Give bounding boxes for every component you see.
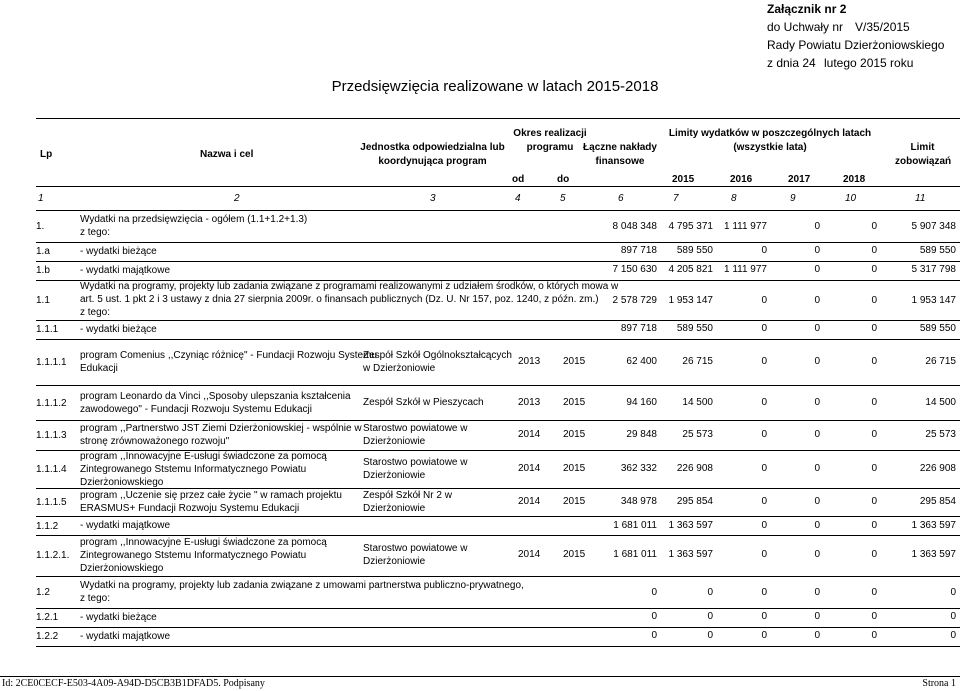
table-row [0, 422, 960, 450]
table-row [0, 340, 960, 385]
row-lp: 1.2.2 [36, 631, 59, 642]
row-y2015: 14 500 [682, 396, 713, 408]
header-period-1: Okres realizacji [513, 128, 587, 139]
row-unit-line: Zespół Szkół Nr 2 w [363, 489, 452, 501]
header-period-2: programu [526, 142, 574, 153]
row-name-line: program ,,Innowacyjne E-usługi świadczone za pomocą [80, 450, 327, 462]
row-y2015: 1 953 147 [668, 294, 713, 306]
header-limit-obl-1: Limit [910, 142, 935, 153]
row-lp: 1.a [36, 246, 50, 257]
header-total-2: finansowe [595, 156, 645, 167]
row-to: 2015 [563, 549, 586, 560]
row-y2018: 0 [871, 549, 877, 560]
row-name-line: stronę zrównoważonego rozwoju" [80, 436, 230, 447]
row-divider [36, 339, 960, 340]
row-y2015: 26 715 [682, 355, 713, 367]
row-y2015: 25 573 [682, 429, 713, 440]
row-lp: 1.1.1 [36, 324, 59, 335]
row-limit: 295 854 [919, 495, 956, 507]
row-y2017: 0 [814, 355, 820, 367]
row-lp: 1.1.1.3 [36, 430, 67, 441]
row-total: 62 400 [626, 355, 657, 367]
row-y2018: 0 [871, 495, 877, 507]
row-divider [36, 210, 960, 211]
row-total: 2 578 729 [612, 294, 657, 306]
row-from: 2013 [518, 396, 541, 408]
row-y2016: 0 [761, 549, 767, 560]
row-name-line: - wydatki bieżące [80, 611, 157, 623]
row-name-line: art. 5 ust. 1 pkt 2 i 3 ustawy z dnia 27 sierpnia 2009r. o finansach publicznych (Dz. U. Nr 157, poz. 1240, z późn. zm.) [80, 294, 599, 305]
row-from: 2014 [518, 495, 541, 507]
row-name-line: - wydatki bieżące [80, 245, 157, 257]
annex-title: Załącznik nr 2 [767, 2, 847, 16]
header-unit-2: koordynująca program [378, 156, 487, 167]
row-divider [36, 385, 960, 386]
row-y2017: 0 [814, 396, 820, 408]
row-y2015: 589 550 [676, 323, 713, 334]
row-y2017: 0 [814, 294, 820, 306]
row-y2018: 0 [871, 611, 877, 622]
table-row [0, 628, 960, 646]
row-unit-line: Dzierżoniowie [363, 556, 426, 567]
row-name-line: z tego: [80, 226, 111, 238]
table-row [0, 518, 960, 535]
row-total: 29 848 [626, 429, 657, 440]
row-divider [36, 420, 960, 421]
row-y2016: 1 111 977 [723, 264, 767, 275]
row-divider [36, 280, 960, 281]
row-y2018: 0 [871, 264, 877, 275]
row-total: 7 150 630 [612, 264, 657, 275]
row-unit-line: Dzierżoniowie [363, 436, 426, 447]
row-y2015: 295 854 [676, 495, 713, 507]
table-row [0, 387, 960, 420]
header-limits-1: Limity wydatków w poszczególnych latach [668, 128, 872, 139]
column-number-4: 4 [515, 193, 521, 204]
row-limit: 0 [950, 586, 956, 598]
row-limit: 226 908 [919, 463, 956, 474]
row-from: 2014 [518, 429, 541, 440]
row-y2015: 589 550 [676, 245, 713, 256]
row-divider [36, 118, 960, 119]
row-y2017: 0 [814, 245, 820, 256]
row-lp: 1.1.1.5 [36, 496, 67, 508]
annex-date-day: z dnia 24 [767, 56, 816, 70]
row-name-line: program Leonardo da Vinci ,,Sposoby ulepszania kształcenia [80, 390, 351, 402]
row-total: 0 [651, 586, 657, 598]
row-y2017: 0 [814, 429, 820, 440]
row-lp: 1.1.1.1 [36, 356, 67, 368]
row-y2016: 0 [761, 611, 767, 622]
row-lp: 1.2.1 [36, 612, 59, 623]
row-y2016: 0 [761, 429, 767, 440]
row-divider [36, 186, 960, 187]
row-y2015: 0 [707, 630, 713, 641]
table-row [0, 536, 960, 576]
row-y2016: 0 [761, 495, 767, 507]
table-row [0, 321, 960, 339]
row-total: 1 681 011 [613, 549, 657, 560]
row-unit-line: Starostwo powiatowe w [363, 457, 468, 468]
row-y2018: 0 [871, 220, 877, 232]
row-from: 2014 [518, 463, 541, 474]
row-lp: 1.1.2.1. [36, 550, 70, 561]
row-from: 2014 [518, 549, 541, 560]
row-total: 94 160 [626, 396, 657, 408]
row-divider [36, 608, 960, 609]
row-divider [36, 488, 960, 489]
row-y2016: 0 [761, 294, 767, 306]
row-name-line: z tego: [80, 307, 111, 318]
row-to: 2015 [563, 355, 586, 367]
row-name-line: z tego: [80, 592, 111, 604]
row-y2016: 0 [761, 355, 767, 367]
row-total: 348 978 [620, 495, 657, 507]
row-y2018: 0 [871, 586, 877, 598]
row-total: 897 718 [620, 323, 657, 334]
row-limit: 1 363 597 [911, 519, 956, 531]
row-name-line: zawodowego" - Fundacji Rozwoju Systemu Edukacji [80, 403, 312, 415]
row-name-line: Zintegrowanego Ststemu Informatycznego Powiatu [80, 549, 307, 561]
row-y2015: 1 363 597 [668, 549, 713, 560]
row-lp: 1. [36, 220, 45, 232]
header-lp: Lp [40, 149, 53, 160]
row-limit: 5 907 348 [911, 220, 956, 232]
row-name-line: Dzierżoniowskiego [80, 476, 164, 488]
footer-page-number: Strona 1 [922, 678, 956, 689]
row-y2015: 4 205 821 [668, 264, 713, 275]
footer-signature-id: Id: 2CE0CECF-E503-4A09-A94D-D5CB3B1DFAD5. Podpisany [2, 678, 265, 689]
table-row [0, 609, 960, 627]
row-limit: 14 500 [925, 396, 956, 408]
row-limit: 26 715 [925, 355, 956, 367]
column-number-6: 6 [618, 193, 624, 204]
row-y2017: 0 [814, 495, 820, 507]
header-year-2015: 2015 [672, 174, 695, 185]
header-to: do [557, 174, 570, 185]
row-to: 2015 [563, 495, 586, 507]
row-unit-line: Zespół Szkół Ogólnokształcących [363, 349, 512, 361]
row-y2018: 0 [871, 396, 877, 408]
row-total: 8 048 348 [612, 220, 657, 232]
row-y2015: 0 [707, 611, 713, 622]
row-y2016: 0 [761, 323, 767, 334]
row-name-line: ERASMUS+ Fundacji Rozwoju Systemu Edukacji [80, 502, 300, 514]
row-y2016: 1 111 977 [723, 220, 767, 232]
row-y2017: 0 [814, 220, 820, 232]
row-y2017: 0 [814, 611, 820, 622]
row-y2018: 0 [871, 429, 877, 440]
row-lp: 1.b [36, 265, 50, 276]
row-total: 897 718 [620, 245, 657, 256]
document-title: Przedsięwzięcia realizowane w latach 2015-2018 [331, 78, 659, 95]
row-lp: 1.1.1.2 [36, 397, 67, 409]
row-name-line: Zintegrowanego Ststemu Informatycznego Powiatu [80, 463, 307, 475]
row-divider [36, 516, 960, 517]
row-y2017: 0 [814, 463, 820, 474]
row-name-line: Wydatki na programy, projekty lub zadania związane z programami realizowanymi z udziałem środków, o których mowa w [80, 281, 619, 292]
row-limit: 1 363 597 [911, 549, 956, 560]
column-number-2: 2 [234, 193, 240, 204]
row-divider [36, 646, 960, 647]
row-name-line: - wydatki majątkowe [80, 630, 171, 642]
row-name-line: program Comenius ,,Czyniąc różnicę" - Fundacji Rozwoju Systemu [80, 349, 377, 361]
row-y2016: 0 [761, 463, 767, 474]
row-y2016: 0 [761, 396, 767, 408]
header-total-1: Łączne nakłady [583, 142, 657, 153]
row-name-line: Wydatki na programy, projekty lub zadania związane z umowami partnerstwa publiczno-prywatnego, [80, 579, 524, 591]
column-number-5: 5 [560, 193, 566, 204]
row-unit-line: Zespół Szkół w Pieszycach [363, 397, 484, 408]
row-lp: 1.1.1.4 [36, 464, 67, 475]
row-divider [36, 261, 960, 262]
column-number-1: 1 [38, 193, 44, 204]
row-unit-line: Starostwo powiatowe w [363, 423, 468, 434]
row-unit-line: Dzierżoniowie [363, 502, 426, 514]
row-to: 2015 [563, 463, 586, 474]
row-name-line: - wydatki majątkowe [80, 520, 171, 531]
column-number-7: 7 [673, 193, 679, 204]
header-unit-1: Jednostka odpowiedzialna lub [360, 142, 505, 153]
row-y2017: 0 [814, 264, 820, 275]
table-row [0, 211, 960, 242]
row-y2016: 0 [761, 586, 767, 598]
row-name-line: - wydatki majątkowe [80, 264, 171, 276]
row-divider [36, 535, 960, 536]
row-y2018: 0 [871, 323, 877, 334]
header-limit-obl-2: zobowiązań [895, 156, 952, 167]
row-name-line: Dzierżoniowskiego [80, 562, 164, 574]
row-to: 2015 [563, 429, 586, 440]
row-y2017: 0 [814, 586, 820, 598]
row-limit: 589 550 [919, 323, 956, 334]
table-row [0, 489, 960, 516]
row-divider [36, 627, 960, 628]
row-name-line: program ,,Uczenie się przez całe życie " w ramach projektu [80, 489, 342, 501]
annex-resolution-number: V/35/2015 [855, 20, 910, 34]
row-limit: 5 317 798 [911, 264, 956, 275]
row-y2015: 1 363 597 [668, 519, 713, 531]
column-number-11: 11 [915, 193, 926, 204]
row-to: 2015 [563, 396, 586, 408]
row-y2018: 0 [871, 294, 877, 306]
table-row [0, 452, 960, 488]
row-divider [36, 242, 960, 243]
annex-block [767, 0, 944, 72]
row-total: 0 [651, 611, 657, 622]
row-lp: 1.2 [36, 586, 50, 598]
row-y2018: 0 [871, 245, 877, 256]
row-unit-line: Dzierżoniowie [363, 470, 426, 481]
row-y2016: 0 [761, 519, 767, 531]
row-y2018: 0 [871, 630, 877, 641]
header-year-2016: 2016 [730, 174, 753, 185]
row-total: 1 681 011 [613, 519, 657, 531]
row-y2015: 0 [707, 586, 713, 598]
row-name-line: Edukacji [80, 362, 118, 374]
row-lp: 1.1 [36, 294, 50, 306]
row-y2016: 0 [761, 630, 767, 641]
row-y2018: 0 [871, 355, 877, 367]
annex-resolution-label: do Uchwały nr [767, 20, 844, 34]
annex-date-rest: lutego 2015 roku [824, 56, 914, 70]
header-year-2018: 2018 [843, 174, 866, 185]
row-y2017: 0 [814, 549, 820, 560]
row-y2017: 0 [814, 323, 820, 334]
row-y2016: 0 [761, 245, 767, 256]
row-unit-line: w Dzierżoniowie [363, 362, 436, 374]
row-name-line: program ,,Partnerstwo JST Ziemi Dzierżoniowskiej - wspólnie w [80, 423, 362, 434]
table-row [0, 262, 960, 280]
row-y2015: 226 908 [676, 463, 713, 474]
row-limit: 25 573 [925, 429, 956, 440]
row-lp: 1.1.2 [36, 520, 59, 532]
row-limit: 1 953 147 [911, 294, 956, 306]
column-number-3: 3 [430, 193, 436, 204]
column-number-9: 9 [790, 193, 796, 204]
page-footer [0, 676, 960, 689]
row-y2017: 0 [814, 630, 820, 641]
row-limit: 0 [950, 630, 956, 641]
row-name-line: program ,,Innowacyjne E-usługi świadczone za pomocą [80, 536, 327, 548]
row-name-line: - wydatki bieżące [80, 323, 157, 335]
row-name-line: Wydatki na przedsięwzięcia - ogółem (1.1+1.2+1.3) [80, 213, 308, 225]
table-row [0, 243, 960, 261]
row-unit-line: Starostwo powiatowe w [363, 543, 468, 554]
table-row [0, 577, 960, 608]
column-number-10: 10 [845, 193, 857, 204]
row-y2018: 0 [871, 463, 877, 474]
header-from: od [512, 174, 525, 185]
row-divider [36, 576, 960, 577]
row-y2018: 0 [871, 519, 877, 531]
row-divider [36, 450, 960, 451]
row-total: 0 [651, 630, 657, 641]
header-name: Nazwa i cel [200, 149, 254, 160]
row-y2015: 4 795 371 [668, 220, 713, 232]
annex-council: Rady Powiatu Dzierżoniowskiego [767, 38, 945, 52]
header-limits-2: (wszystkie lata) [733, 142, 807, 153]
row-y2017: 0 [814, 519, 820, 531]
row-limit: 0 [950, 611, 956, 622]
row-from: 2013 [518, 355, 541, 367]
row-limit: 589 550 [919, 245, 956, 256]
column-number-8: 8 [731, 193, 737, 204]
header-year-2017: 2017 [788, 174, 811, 185]
row-total: 362 332 [620, 463, 657, 474]
table-row [0, 281, 960, 320]
row-divider [36, 320, 960, 321]
